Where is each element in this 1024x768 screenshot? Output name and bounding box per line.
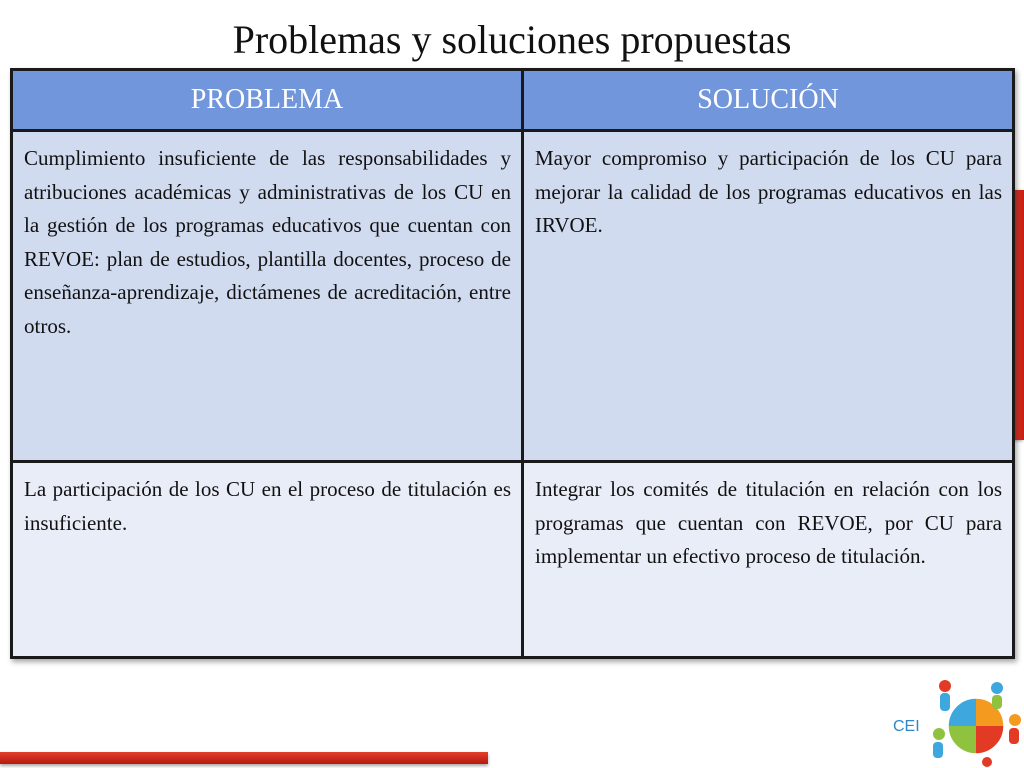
solution-cell: Mayor compromiso y participación de los CU para mejorar la calidad de los programas educativos en las IRVOE.: [523, 131, 1014, 462]
table-row: [12, 131, 1014, 462]
cei-logo: [893, 676, 1024, 768]
puzzle-people-icon: [929, 676, 1024, 768]
problem-cell: La participación de los CU en el proceso de titulación es insuficiente.: [12, 462, 523, 658]
table-header-row: [12, 70, 1014, 131]
header-problem: PROBLEMA: [12, 70, 523, 131]
header-solution: SOLUCIÓN: [523, 70, 1014, 131]
slide-title: Problemas y soluciones propuestas: [232, 17, 792, 62]
bottom-accent-bar: [0, 752, 488, 764]
problem-cell: Cumplimiento insuficiente de las responsabilidades y atribuciones académicas y administrativas de los CU en la gestión de los programas educativos que cuentan con REVOE: plan de estudios, plantilla docentes, proceso de enseñanza-aprendizaje, dictámenes de acreditación, entre otros.: [12, 131, 523, 462]
solution-cell: Integrar los comités de titulación en relación con los programas que cuentan con REVOE, por CU para implementar un efectivo proceso de titulación.: [523, 462, 1014, 658]
logo-text: CEI: [893, 718, 920, 735]
table-row: [12, 462, 1014, 658]
problems-solutions-table: [10, 68, 1015, 659]
